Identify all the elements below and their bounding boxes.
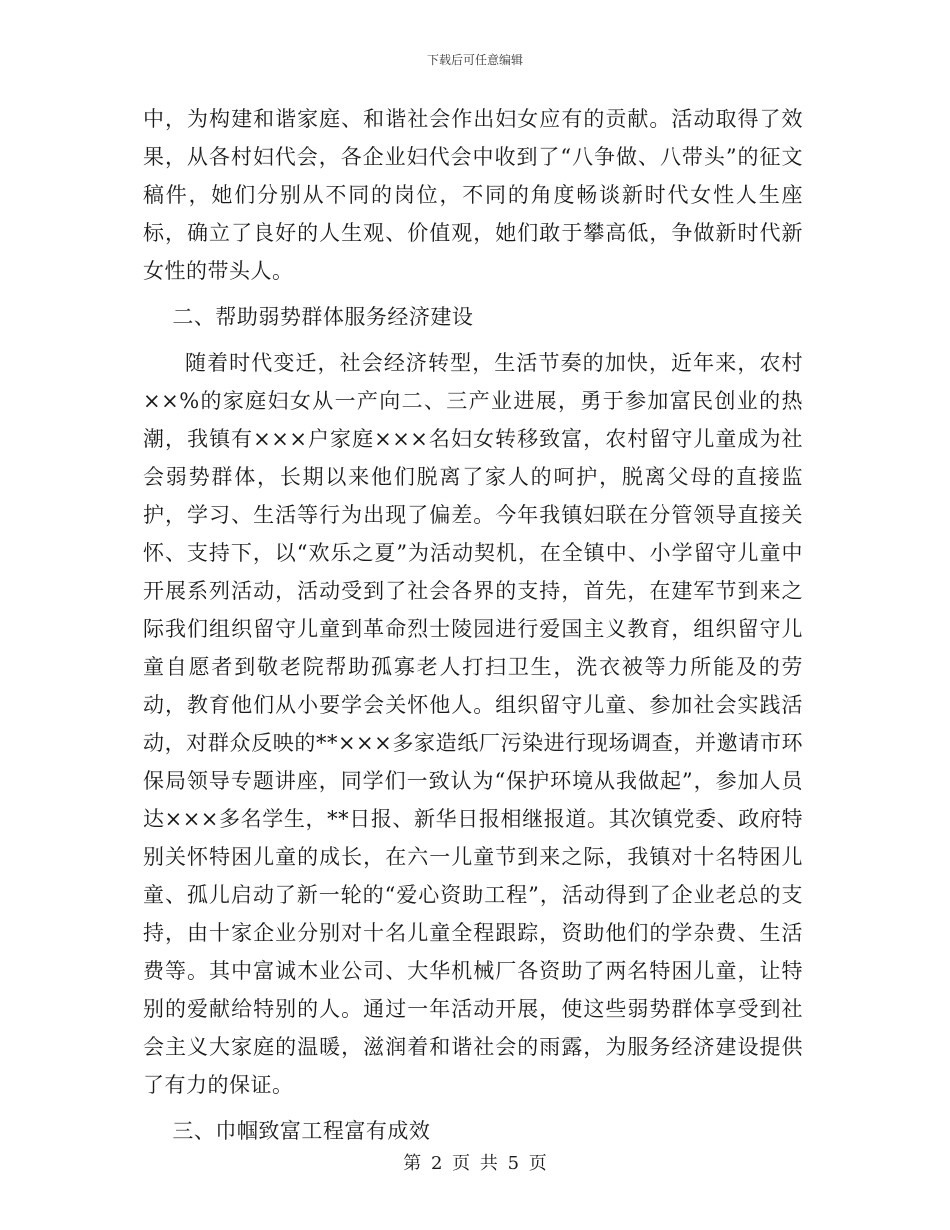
section-heading-3: 三、巾帼致富工程富有成效 <box>172 1119 431 1143</box>
page-header-note: 下载后可任意编辑 <box>426 53 523 67</box>
spacer <box>143 1104 803 1112</box>
document-body <box>143 100 803 1150</box>
spacer <box>143 336 803 344</box>
spacer <box>143 290 803 298</box>
paragraph-section-2: 随着时代变迁，社会经济转型，生活节奏的加快，近年来，农村××%的家庭妇女从一产向二、三产业进展，勇于参加富民创业的热潮，我镇有×××户家庭×××名妇女转移致富，农村留守儿童成为社会弱势群体，长期以来他们脱离了家人的呵护，脱离父母的直接监护，学习、生活等行为出现了偏差。今年我镇妇联在分管领导直接关怀、支持下，以“欢乐之夏”为活动契机，在全镇中、小学留守儿童中开展系列活动，活动受到了社会各界的支持，首先，在建军节到来之际我们组织留守儿童到革命烈士陵园进行爱国主义教育，组织留守儿童自愿者到敬老院帮助孤寡老人打扫卫生，洗衣被等力所能及的劳动，教育他们从小要学会关怀他人。组织留守儿童、参加社会实践活动，对群众反映的**×××多家造纸厂污染进行现场调查，并邀请市环保局领导专题讲座，同学们一致认为“保护环境从我做起”，参加人员达×××多名学生，**日报、新华日报相继报道。其次镇党委、政府特别关怀特困儿童的成长，在六一儿童节到来之际，我镇对十名特困儿童、孤儿启动了新一轮的“爱心资助工程”，活动得到了企业老总的支持，由十家企业分别对十名儿童全程跟踪，资助他们的学杂费、生活费等。其中富诚木业公司、大华机械厂各资助了两名特困儿童，让特别的爱献给特别的人。通过一年活动开展，使这些弱势群体享受到社会主义大家庭的温暖，滋润着和谐社会的雨露，为服务经济建设提供了有力的保证。 <box>143 351 803 1097</box>
page-number-footer: 第 2 页 共 5 页 <box>403 1153 547 1174</box>
section-heading-2: 二、帮助弱势群体服务经济建设 <box>172 305 474 329</box>
paragraph-continuation: 中，为构建和谐家庭、和谐社会作出妇女应有的贡献。活动取得了效果，从各村妇代会，各企业妇代会中收到了“八争做、八带头”的征文稿件，她们分别从不同的岗位，不同的角度畅谈新时代女性人生座标，确立了良好的人生观、价值观，她们敢于攀高低，争做新时代新女性的带头人。 <box>143 107 803 283</box>
